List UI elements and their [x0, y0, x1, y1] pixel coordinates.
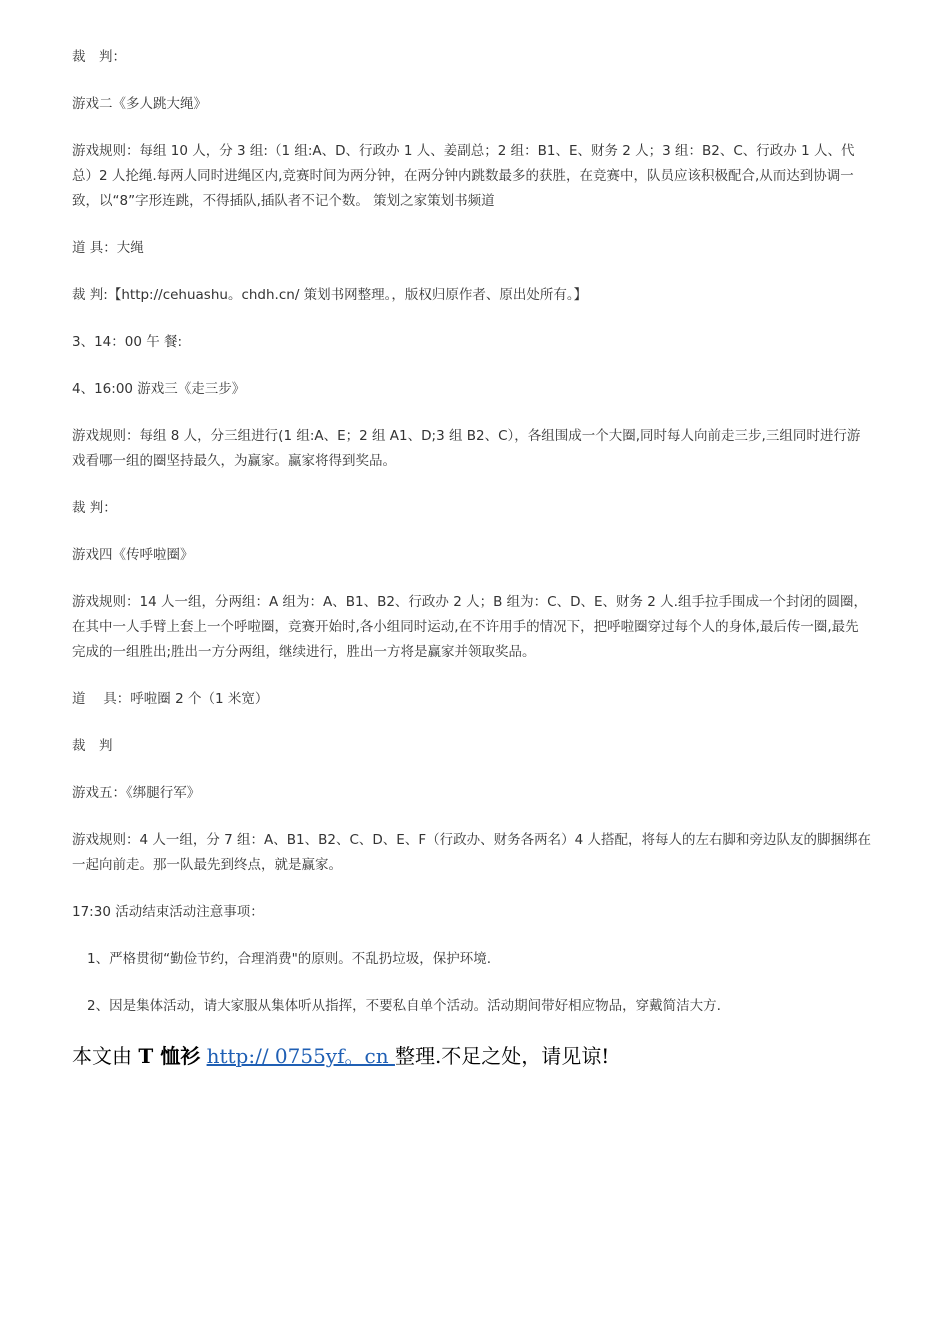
paragraph-referee-2: 裁 判： [72, 500, 117, 516]
paragraph-game-5-rules: 游戏规则：4 人一组，分 7 组：A、B1、B2、C、D、E、F（行政办、财务各两名）4 人搭配，将每人的左右脚和旁边队友的脚捆绑在一起向前走。那一队最先到终点，就是赢家。 [72, 832, 871, 873]
footer-suffix: 整理.不足之处，请见谅! [394, 1044, 610, 1068]
paragraph-game-4-rules: 游戏规则：14 人一组，分两组：A 组为：A、B1、B2、行政办 2 人；B 组为：C、D、E、财务 2 人.组手拉手围成一个封闭的圆圈，在其中一人手臂上套上一个呼啦圈，竞赛开始时,各小组同时运动,在不许用手的情况下，把呼啦圈穿过每个人的身体,最后传一圈,最先完成的一组胜出;胜出一方分两组，继续进行，胜出一方将是赢家并领取奖品。 [72, 594, 867, 660]
paragraph-game-2-rules: 游戏规则：每组 10 人，分 3 组:（1 组:A、D、行政办 1 人、姜副总；2 组：B1、E、财务 2 人；3 组：B2、C、行政办 1 人、代总）2 人抡绳.每两人同时进绳区内,竞赛时间为两分钟，在两分钟内跳数最多的获胜，在竞赛中，队员应该积极配合,从而达到协调一致，以“8”字形连跳，不得插队,插队者不记个数。 策划之家策划书频道 [72, 143, 855, 209]
paragraph-end-notes: 17:30 活动结束活动注意事项： [72, 904, 264, 920]
paragraph-props-rope: 道 具：大绳 [72, 240, 144, 256]
note-item-1: 1、严格贯彻“勤俭节约，合理消费"的原则。不乱扔垃圾，保护环境. [87, 951, 492, 967]
footer-credit [72, 1041, 872, 1071]
heading-game-3: 4、16:00 游戏三《走三步》 [72, 381, 246, 397]
note-item-2: 2、因是集体活动，请大家服从集体听从指挥，不要私自单个活动。活动期间带好相应物品，穿戴简洁大方. [87, 998, 721, 1014]
heading-game-4: 游戏四《传呼啦圈》 [72, 547, 194, 563]
footer-prefix: 本文由 [72, 1044, 139, 1068]
paragraph-props-hoop: 道 具：呼啦圈 2 个（1 米宽） [72, 691, 269, 707]
footer-link[interactable]: http:// 0755yf。cn [206, 1044, 395, 1068]
heading-game-2: 游戏二《多人跳大绳》 [72, 96, 207, 112]
paragraph-referee-3: 裁 判 [72, 738, 113, 754]
paragraph-game-3-rules: 游戏规则：每组 8 人，分三组进行(1 组:A、E；2 组 A1、D;3 组 B2、C），各组围成一个大圈,同时每人向前走三步,三组同时进行游戏看哪一组的圈坚持最久，为赢家。赢家将得到奖品。 [72, 428, 861, 469]
footer-brand: T 恤衫 [138, 1044, 201, 1068]
paragraph-referee-1: 裁 判： [72, 49, 126, 65]
paragraph-lunch: 3、14：00 午 餐: [72, 334, 183, 350]
heading-game-5: 游戏五：《绑腿行军》 [72, 785, 201, 801]
paragraph-referee-source: 裁 判:【http://cehuashu。chdh.cn/ 策划书网整理。，版权归原作者、原出处所有。】 [72, 287, 588, 303]
